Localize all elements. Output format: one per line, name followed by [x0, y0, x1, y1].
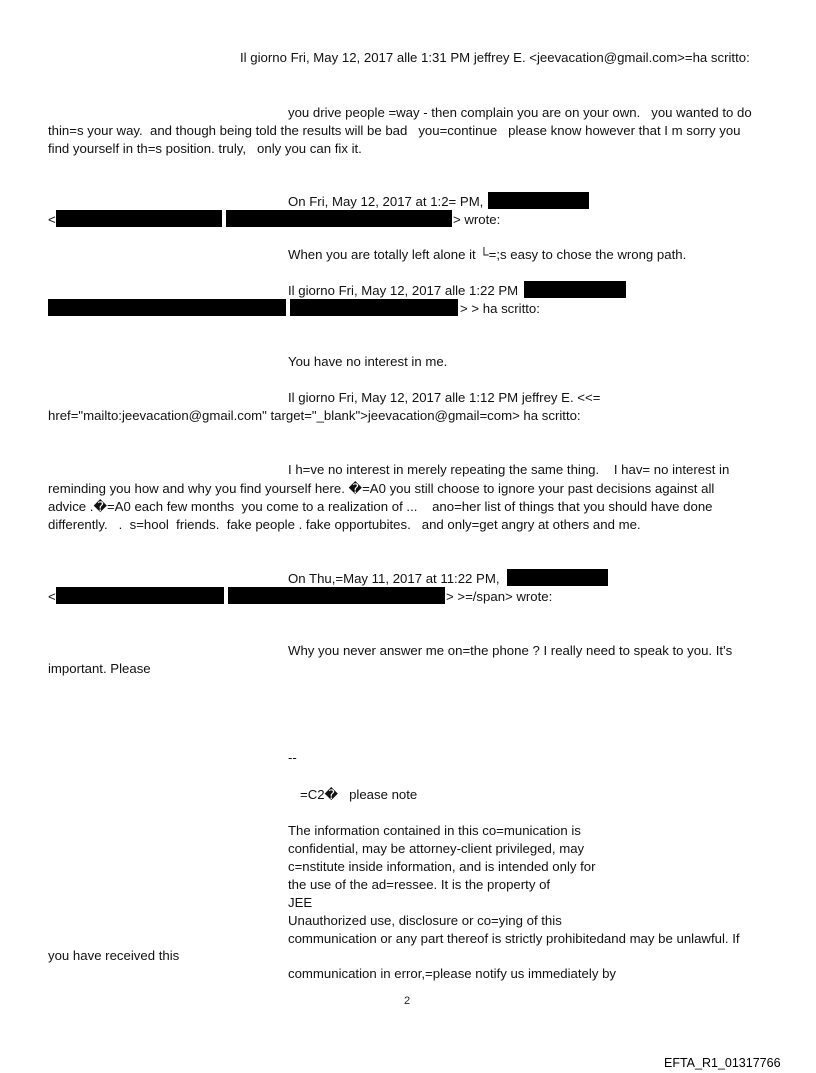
quote-header-4-line-2: href="mailto:jeevacation@gmail.com" target="_blank">jeevacation@gmail=com> ha scritto: [48, 408, 581, 423]
note-heading: =C2� please note [300, 787, 418, 802]
page-number: 2 [404, 995, 411, 1007]
quote-header-3-close: > > ha scritto: [460, 301, 540, 316]
quote-header-5-close: > >=/span> wrote: [446, 589, 553, 604]
redaction-block [507, 569, 608, 586]
message-4-line-3: advice .�=A0 each few months you come to a realization of ... ano=her list of things that you should have done [48, 499, 713, 514]
quote-header-3: Il giorno Fri, May 12, 2017 alle 1:22 PM [288, 283, 519, 298]
disclaimer-last: communication in error,=please notify us immediately by [288, 966, 617, 981]
reply-line-2: thin=s your way. and though being told the results will be bad you=continue please know however that I m sorry you [48, 123, 741, 138]
redaction-block [56, 210, 222, 227]
message-5-line-1: Why you never answer me on=the phone ? I really need to speak to you. It's [288, 643, 733, 658]
reply-line-1: you drive people =way - then complain you are on your own. you wanted to do [288, 105, 752, 120]
disclaimer-line-1: The information contained in this co=munication is [288, 823, 581, 838]
bates-number: EFTA_R1_01317766 [664, 1056, 781, 1070]
redaction-block [228, 587, 445, 604]
signature-separator: -- [288, 750, 297, 765]
message-4-line-4: differently. . s=hool friends. fake people . fake opportubites. and only=get angry at others and me. [48, 517, 641, 532]
redaction-block [290, 299, 458, 316]
disclaimer-line-4: the use of the ad=ressee. It is the property of [288, 877, 551, 892]
quote-header-4-line-1: Il giorno Fri, May 12, 2017 alle 1:12 PM jeffrey E. <<= [288, 390, 601, 405]
message-3: You have no interest in me. [288, 354, 448, 369]
disclaimer-wrap: you have received this [48, 948, 180, 963]
quote-header-2: On Fri, May 12, 2017 at 1:2= PM, [288, 194, 484, 209]
redaction-block [488, 192, 589, 209]
redaction-block [226, 210, 452, 227]
quote-header-5: On Thu,=May 11, 2017 at 11:22 PM, [288, 571, 500, 586]
message-4-line-2: reminding you how and why you find yourself here. �=A0 you still choose to ignore your past decisions against all [48, 481, 715, 496]
redaction-block [524, 281, 626, 298]
disclaimer-line-5: JEE [288, 895, 313, 910]
redaction-block [56, 587, 224, 604]
quote-header-5-open: < [48, 589, 56, 604]
message-2: When you are totally left alone it └=;s easy to chose the wrong path. [288, 247, 687, 262]
quote-header-2-close: > wrote: [453, 212, 501, 227]
message-4-line-1: I h=ve no interest in merely repeating the same thing. I hav= no interest in [288, 462, 730, 477]
quote-header-1: Il giorno Fri, May 12, 2017 alle 1:31 PM jeffrey E. <jeevacation@gmail.com>=ha scritto: [240, 50, 750, 65]
quote-header-2-open: < [48, 212, 56, 227]
disclaimer-line-6: Unauthorized use, disclosure or co=ying of this [288, 913, 562, 928]
reply-line-3: find yourself in th=s position. truly, only you can fix it. [48, 141, 362, 156]
disclaimer-line-7: communication or any part thereof is strictly prohibitedand may be unlawful. If [288, 931, 740, 946]
message-5-line-2: important. Please [48, 661, 151, 676]
redaction-block [48, 299, 286, 316]
disclaimer-line-3: c=nstitute inside information, and is intended only for [288, 859, 596, 874]
disclaimer-line-2: confidential, may be attorney-client privileged, may [288, 841, 585, 856]
